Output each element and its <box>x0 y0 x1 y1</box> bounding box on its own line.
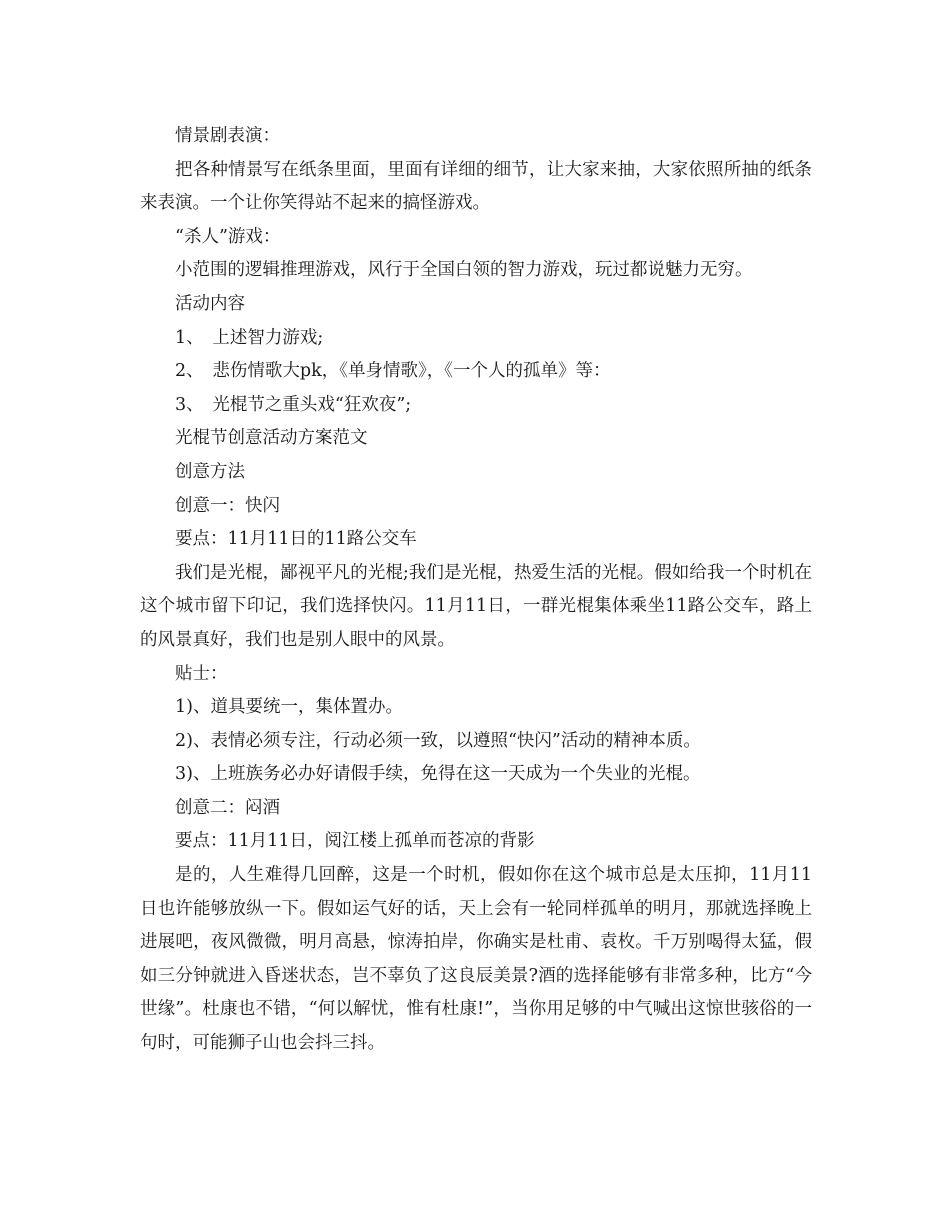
tip-item-2: 2)、表情必须专注，行动必须一致，以遵照“快闪”活动的精神本质。 <box>175 730 701 751</box>
paragraph-mafia-description: 小范围的逻辑推理游戏，风行于全国白领的智力游戏，玩过都说魅力无穷。 <box>175 260 753 281</box>
heading-activity-content: 活动内容 <box>175 293 245 314</box>
heading-tips: 贴士： <box>175 663 228 684</box>
document-body <box>140 120 812 1061</box>
list-item-2: 2、 悲伤情歌大pk，《单身情歌》，《一个人的孤单》等： <box>175 361 611 382</box>
idea-1-key-point: 要点：11月11日的11路公交车 <box>175 529 417 550</box>
tip-item-1: 1)、道具要统一，集体置办。 <box>175 697 403 718</box>
heading-mafia-game: “杀人”游戏： <box>175 226 281 247</box>
heading-creative-methods: 创意方法 <box>175 461 245 482</box>
paragraph-skit-description: 把各种情景写在纸条里面，里面有详细的细节，让大家来抽，大家依照所抽的纸条来表演。一个让你笑得站不起来的搞怪游戏。 <box>140 159 812 214</box>
list-item-1: 1、 上述智力游戏; <box>175 327 324 348</box>
paragraph-idea-1-description: 我们是光棍，鄙视平凡的光棍;我们是光棍，热爱生活的光棍。假如给我一个时机在这个城市留下印记，我们选择快闪。11月11日，一群光棍集体乘坐11路公交车，路上的风景真好，我们也是别人眼中的风景。 <box>140 562 812 650</box>
list-item-3: 3、 光棍节之重头戏“狂欢夜”; <box>175 394 412 415</box>
heading-skit: 情景剧表演： <box>175 126 280 146</box>
heading-idea-1: 创意一：快闪 <box>175 495 280 516</box>
heading-plan-title: 光棍节创意活动方案范文 <box>175 428 368 449</box>
tip-item-3: 3)、上班族务必办好请假手续，免得在这一天成为一个失业的光棍。 <box>175 764 701 785</box>
paragraph-idea-2-description: 是的，人生难得几回醉，这是一个时机，假如你在这个城市总是太压抑，11月11日也许能够放纵一下。假如运气好的话，天上会有一轮同样孤单的明月，那就选择晚上进展吧，夜风微微，明月高悬，惊涛拍岸，你确实是杜甫、袁枚。千万别喝得太猛，假如三分钟就进入昏迷状态，岂不辜负了这良辰美景?酒的选择能够有非常多种，比方“今世缘”。杜康也不错，“何以解忧，惟有杜康!”，当你用足够的中气喊出这惊世骇俗的一句时，可能狮子山也会抖三抖。 <box>140 865 812 1054</box>
idea-2-key-point: 要点：11月11日，阅江楼上孤单而苍凉的背影 <box>175 831 535 852</box>
heading-idea-2: 创意二：闷酒 <box>175 797 280 818</box>
